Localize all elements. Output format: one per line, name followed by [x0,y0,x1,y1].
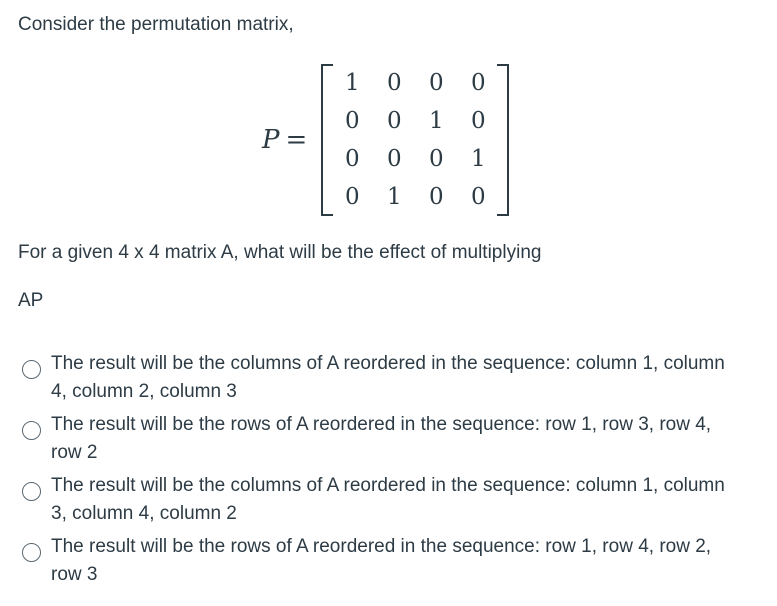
radio-button[interactable] [22,360,41,379]
radio-button[interactable] [22,421,41,440]
matrix-cell: 0 [386,146,402,172]
matrix-cell: 0 [470,108,486,134]
matrix-cell: 0 [344,146,360,172]
question-prompt: For a given 4 x 4 matrix A, what will be the effect of multiplying [18,242,542,263]
matrix-cell: 1 [344,70,360,96]
radio-button[interactable] [22,482,41,501]
matrix-cell: 1 [428,108,444,134]
question-expression: AP [18,290,44,311]
answer-option-label: The result will be the rows of A reordered in the sequence: row 1, row 3, row 4, row 2 [51,414,712,463]
answer-option-label: The result will be the columns of A reordered in the sequence: column 1, column 3, column 4, column 2 [51,475,725,524]
answer-option-2[interactable] [22,411,752,466]
question-intro: Consider the permutation matrix, [18,14,294,35]
answer-option-1[interactable] [22,350,752,405]
matrix-name: P [262,125,280,155]
answer-options [22,350,752,594]
matrix-grid [331,64,499,216]
matrix-cell: 0 [386,108,402,134]
matrix-cell: 0 [470,70,486,96]
matrix-cell: 1 [470,146,486,172]
answer-option-label: The result will be the columns of A reordered in the sequence: column 1, column 4, column 2, column 3 [51,353,725,402]
equals-sign: = [285,125,308,155]
answer-option-label: The result will be the rows of A reordered in the sequence: row 1, row 4, row 2, row 3 [51,536,712,585]
answer-option-4[interactable] [22,533,752,588]
radio-button[interactable] [22,543,41,562]
matrix-cell: 0 [386,70,402,96]
matrix-cell: 0 [344,108,360,134]
permutation-matrix [262,62,509,218]
matrix-cell: 0 [470,184,486,210]
matrix-cell: 0 [344,184,360,210]
answer-option-3[interactable] [22,472,752,527]
matrix-cell: 1 [386,184,402,210]
matrix-cell: 0 [428,184,444,210]
right-bracket [497,64,509,216]
matrix-cell: 0 [428,70,444,96]
matrix-cell: 0 [428,146,444,172]
